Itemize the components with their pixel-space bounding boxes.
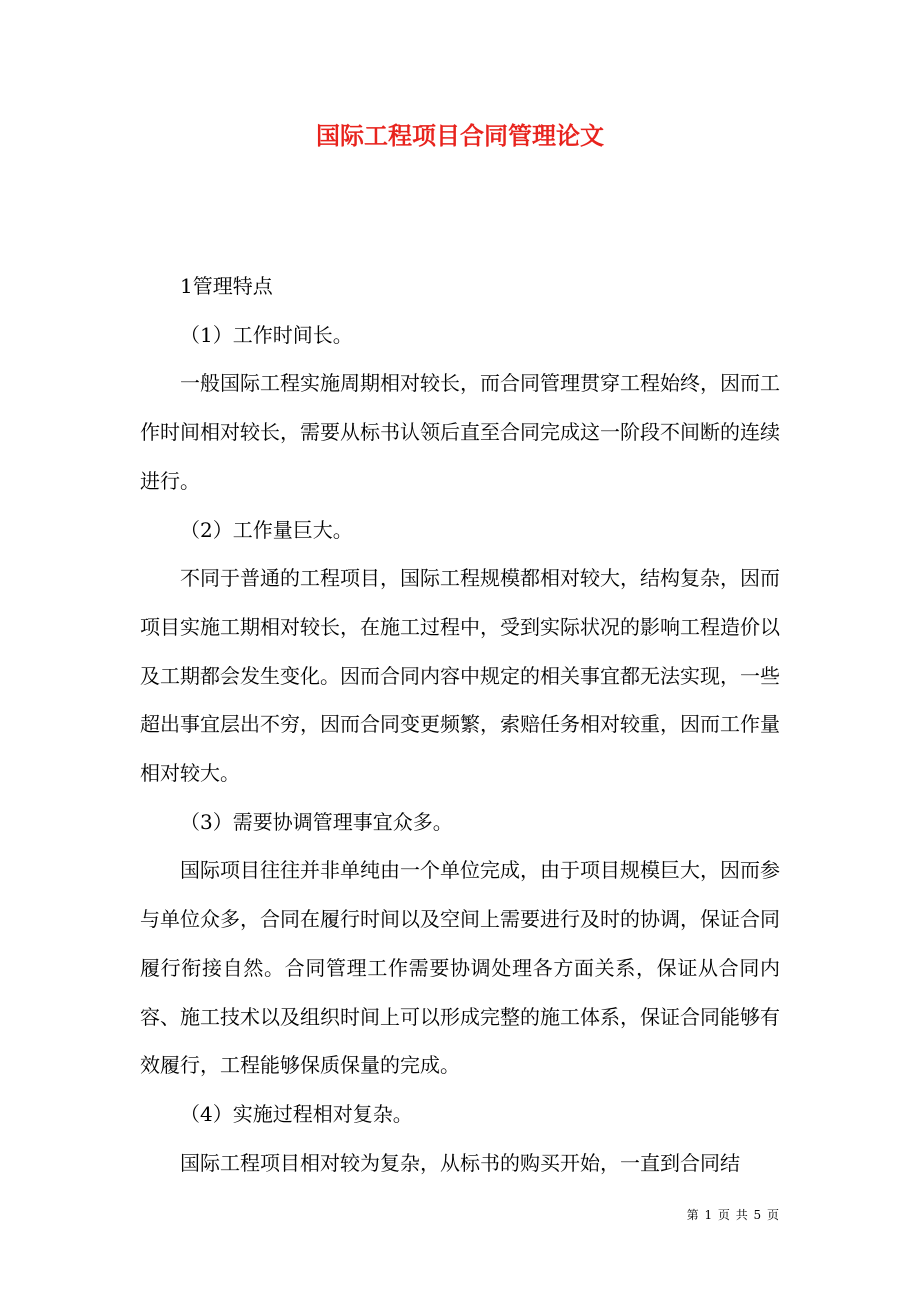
page-number-footer: 第 1 页 共 5 页 — [686, 1208, 780, 1222]
subheading-1: （1）工作时间长。 — [180, 322, 353, 347]
section-heading: 1管理特点 — [180, 274, 273, 298]
subheading-4: （4）实施过程相对复杂。 — [180, 1101, 413, 1126]
paragraph-2: 不同于普通的工程项目，国际工程规模都相对较大，结构复杂，因而项目实施工期相对较长，在施工过程中，受到实际状况的影响工程造价以及工期都会发生变化。因而合同内容中规定的相关事宜都无法实现，一些超出事宜层出不穷，因而合同变更频繁，索赔任务相对较重，因而工作量相对较大。 — [140, 566, 780, 786]
paragraph-3: 国际项目往往并非单纯由一个单位完成，由于项目规模巨大，因而参与单位众多，合同在履行时间以及空间上需要进行及时的协调，保证合同履行衔接自然。合同管理工作需要协调处理各方面关系，保证从合同内容、施工技术以及组织时间上可以形成完整的施工体系，保证合同能够有效履行，工程能够保质保量的完成。 — [140, 858, 780, 1078]
paragraph-1: 一般国际工程实施周期相对较长，而合同管理贯穿工程始终，因而工作时间相对较长，需要从标书认领后直至合同完成这一阶段不间断的连续进行。 — [140, 371, 780, 493]
subheading-3: （3）需要协调管理事宜众多。 — [180, 809, 453, 834]
paragraph-4: 国际工程项目相对较为复杂，从标书的购买开始，一直到合同结 — [180, 1150, 740, 1175]
document-body — [140, 262, 780, 1187]
subheading-2: （2）工作量巨大。 — [180, 517, 353, 542]
document-title: 国际工程项目合同管理论文 — [316, 121, 604, 150]
